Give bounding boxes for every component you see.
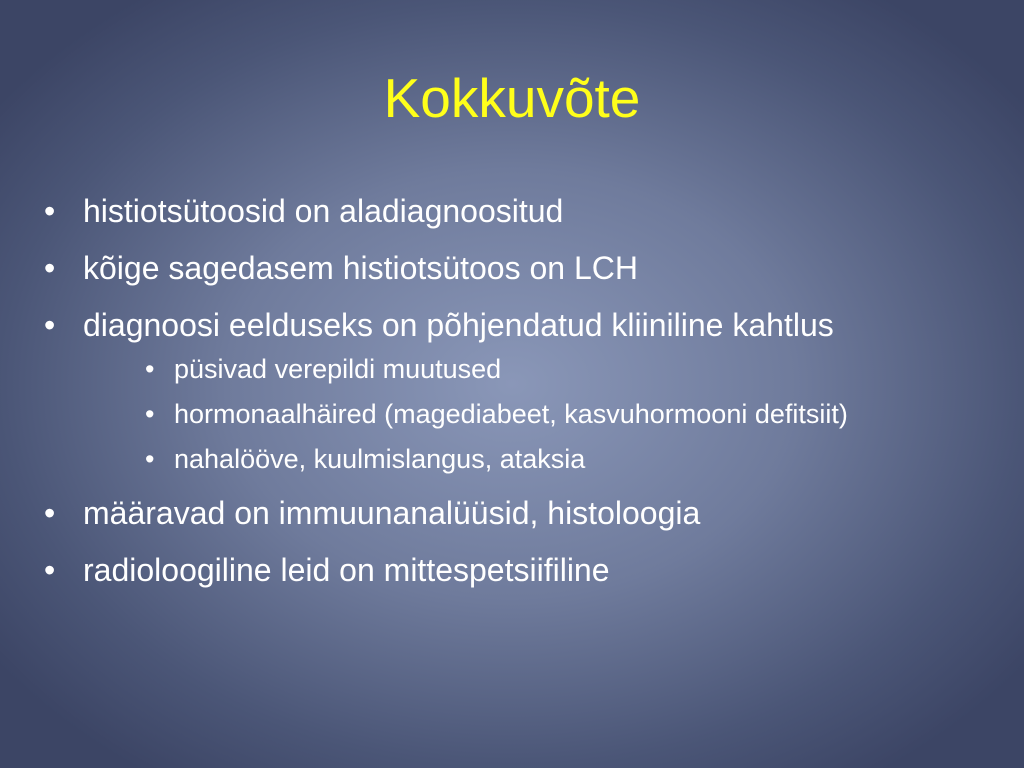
- bullet-list: [44, 188, 944, 604]
- sub-bullet-item: [145, 393, 914, 435]
- bullet-text: diagnoosi eelduseks on põhjendatud kliiniline kahtlus: [83, 307, 834, 343]
- sub-bullet-item: [145, 348, 914, 390]
- sub-bullet-group: [44, 348, 944, 480]
- bullet-item: [44, 188, 944, 234]
- bullet-dot: •: [44, 552, 56, 588]
- bullet-text: määravad on immuunanalüüsid, histoloogia: [83, 495, 701, 531]
- sub-bullet-dot: •: [145, 444, 155, 474]
- bullet-dot: •: [44, 495, 56, 531]
- bullet-text: histiotsütoosid on aladiagnoositud: [83, 193, 564, 229]
- sub-bullet-dot: •: [145, 399, 155, 429]
- sub-bullet-text: hormonaalhäired (magediabeet, kasvuhormooni defitsiit): [174, 399, 848, 429]
- bullet-item: [44, 490, 944, 536]
- bullet-text: kõige sagedasem histiotsütoos on LCH: [83, 250, 638, 286]
- bullet-dot: •: [44, 193, 56, 229]
- slide-title: Kokkuvõte: [383, 67, 641, 129]
- bullet-dot: •: [44, 250, 56, 286]
- sub-bullet-list: [44, 348, 944, 480]
- bullet-text: radioloogiline leid on mittespetsiifiline: [83, 552, 610, 588]
- bullet-item: [44, 547, 944, 593]
- bullet-item: [44, 245, 944, 291]
- sub-bullet-dot: •: [145, 354, 155, 384]
- sub-bullet-item: [145, 438, 914, 480]
- sub-bullet-text: püsivad verepildi muutused: [174, 354, 502, 384]
- sub-bullet-text: nahalööve, kuulmislangus, ataksia: [174, 444, 586, 474]
- bullet-item: [44, 302, 944, 348]
- bullet-dot: •: [44, 307, 56, 343]
